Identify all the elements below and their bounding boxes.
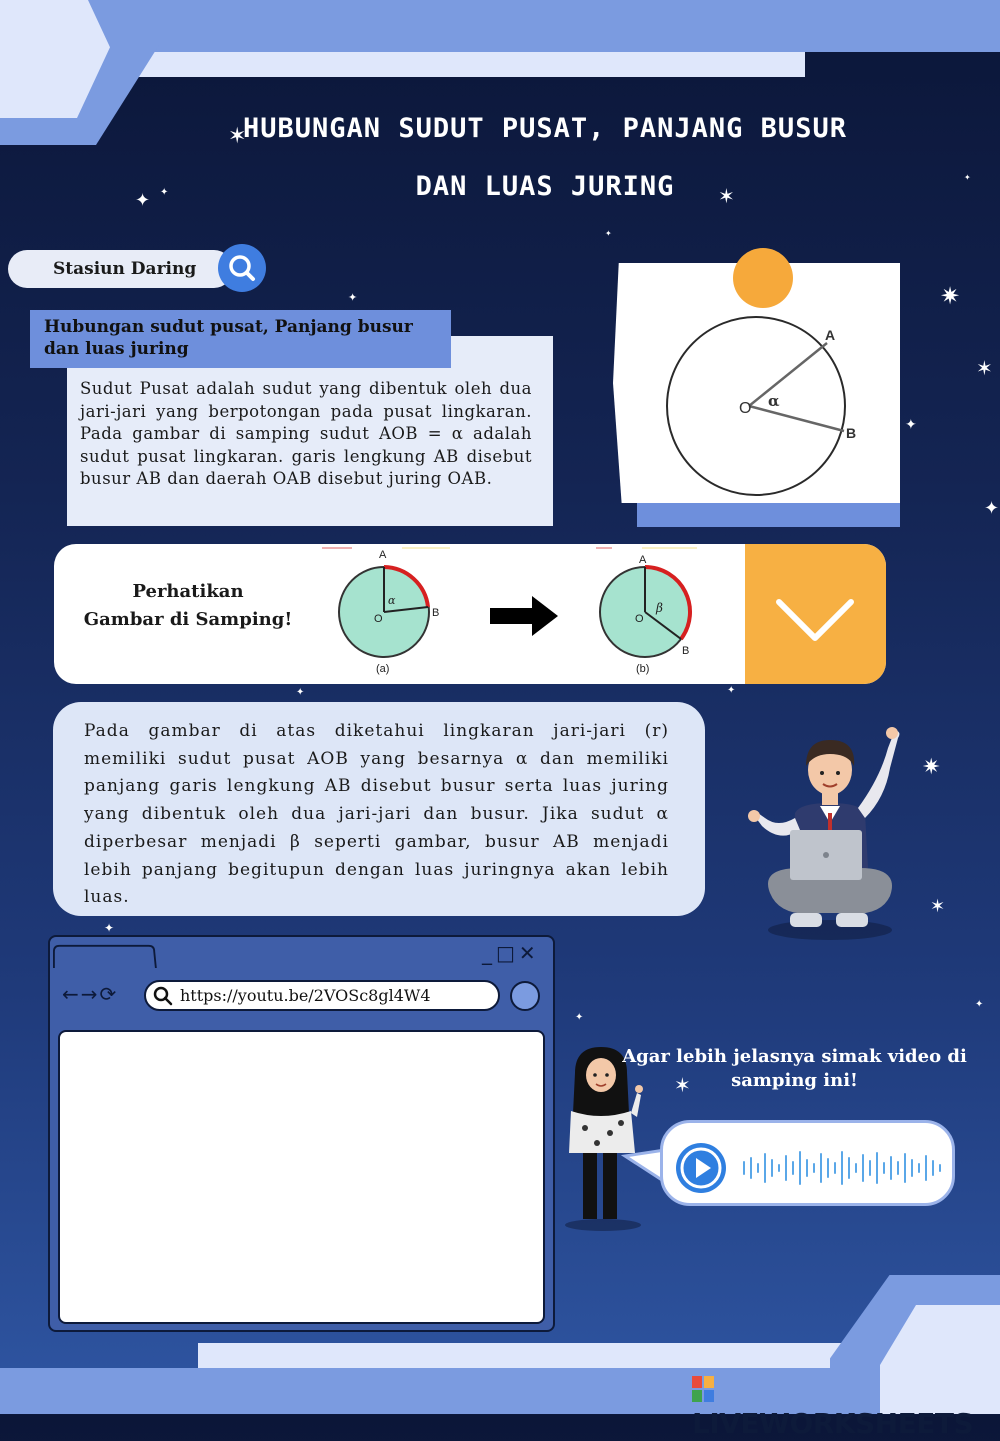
page-title-line-2: DAN LUAS JURING xyxy=(415,171,675,202)
browser-nav-buttons[interactable]: ←→⟳ xyxy=(62,982,119,1006)
label-angle: α xyxy=(768,392,780,410)
star-icon: ✦ xyxy=(104,921,115,935)
intro-paragraph: Sudut Pusat adalah sudut yang dibentuk oleh dua jari-jari yang berpotongan pada pusat lingkaran. Pada gambar di samping sudut AOB = α adalah sudut pusat lingkaran. garis lengkung AB disebut busur AB dan daerah OAB disebut juring OAB. xyxy=(80,379,532,488)
liveworksheets-logo-icon xyxy=(692,1376,714,1402)
fig-a-label-b: B xyxy=(432,607,440,619)
label-b: B xyxy=(846,425,857,441)
fig-b-label-a: A xyxy=(639,554,647,566)
figure-prompt-line-2: Gambar di Samping! xyxy=(83,609,293,630)
fig-b-angle: β xyxy=(656,601,663,615)
top-frame-strip xyxy=(130,52,805,77)
video-prompt: Agar lebih jelasnya simak video di samping ini! xyxy=(622,1046,967,1091)
star-icon: ✦ xyxy=(575,1012,584,1023)
star-icon: ✦ xyxy=(160,187,169,198)
star-icon: ✷ xyxy=(940,282,961,310)
fig-a-label-o: O xyxy=(374,613,383,625)
star-icon: ✶ xyxy=(228,124,247,149)
browser-menu-button[interactable] xyxy=(510,981,540,1011)
star-icon: ✷ xyxy=(922,755,941,780)
fig-b-label-b: B xyxy=(682,645,690,657)
description-paragraph: Pada gambar di atas diketahui lingkaran jari-jari (r) memiliki sudut pusat AOB yang besarnya α dan memiliki panjang garis lengkung AB disebut busur serta luas juring yang dibentuk oleh dua jari-jari dan busur. Jika sudut α diperbesar menjadi β seperti gambar, busur AB menjadi lebih panjang begitupun dengan luas juringnya akan lebih luas. xyxy=(84,721,669,908)
star-icon: ✦ xyxy=(905,417,917,433)
star-icon: ✦ xyxy=(727,685,736,696)
star-icon: ✦ xyxy=(135,190,151,211)
video-embed-area[interactable] xyxy=(58,1030,545,1324)
url-input[interactable]: https://youtu.be/2VOSc8gl4W4 xyxy=(144,980,500,1011)
label-a: A xyxy=(825,327,836,343)
page-title-line-1: HUBUNGAN SUDUT PUSAT, PANJANG BUSUR xyxy=(243,113,847,144)
fig-b-label-o: O xyxy=(635,613,644,625)
figure-a xyxy=(322,546,452,680)
play-icon xyxy=(676,1143,726,1193)
search-icon xyxy=(152,985,174,1007)
bottom-frame-strip xyxy=(198,1343,868,1368)
waveform-icon xyxy=(742,1148,947,1188)
figure-b xyxy=(582,546,712,680)
fig-b-caption: (b) xyxy=(636,663,650,675)
arrow-right-icon xyxy=(488,594,560,638)
fig-a-caption: (a) xyxy=(376,663,390,675)
star-icon: ✦ xyxy=(348,291,358,304)
label-o: O xyxy=(739,400,752,417)
fig-a-angle: α xyxy=(388,594,396,607)
pin-dot xyxy=(733,248,793,308)
browser-tab xyxy=(48,944,162,970)
star-icon: ✦ xyxy=(605,229,612,238)
star-icon: ✦ xyxy=(964,173,971,182)
chevron-down-icon xyxy=(745,544,886,684)
search-button[interactable] xyxy=(218,244,266,292)
liveworksheets-brand: LIVEWORKSHEETS xyxy=(692,1407,974,1440)
star-icon: ✦ xyxy=(984,498,1000,519)
star-icon: ✶ xyxy=(674,1073,691,1097)
star-icon: ✦ xyxy=(296,687,305,698)
liveworksheets-logo[interactable] xyxy=(692,1373,992,1440)
play-button[interactable] xyxy=(676,1143,726,1193)
search-icon xyxy=(218,244,266,292)
star-icon: ✶ xyxy=(930,896,946,917)
page-title xyxy=(150,100,940,216)
star-icon: ✶ xyxy=(718,184,735,208)
expand-button[interactable] xyxy=(745,544,886,684)
fig-a-label-a: A xyxy=(379,549,387,561)
window-controls[interactable]: _□✕ xyxy=(482,941,540,965)
teacher-with-laptop-illustration xyxy=(740,718,920,943)
figure-prompt-line-1: Perhatikan xyxy=(132,581,244,602)
star-icon: ✦ xyxy=(975,999,984,1010)
section-heading: Hubungan sudut pusat, Panjang busur dan luas juring xyxy=(30,310,451,368)
star-icon: ✶ xyxy=(976,356,993,380)
station-pill: Stasiun Daring xyxy=(8,250,233,288)
figure-prompt xyxy=(78,578,298,634)
